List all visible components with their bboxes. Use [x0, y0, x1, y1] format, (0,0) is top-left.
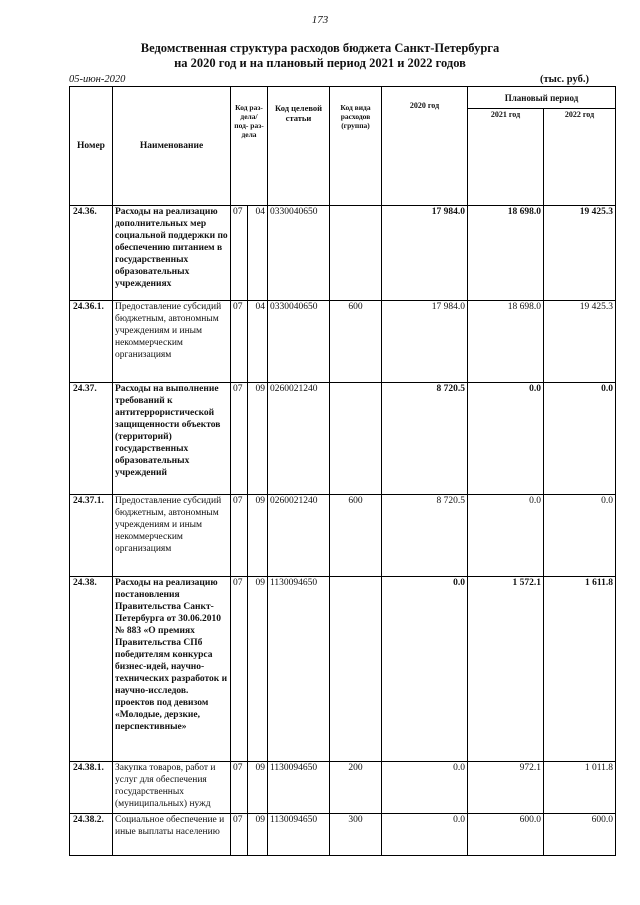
- table-row: [70, 206, 616, 301]
- row-name: Расходы на реализацию дополнительных мер социальной поддержки по обеспечению питанием в государственных образовательных учреждениях: [113, 206, 231, 301]
- row-number: 24.37.1.: [70, 495, 113, 577]
- row-target-code: 1130094650: [268, 577, 330, 762]
- header-2022: 2022 год: [544, 109, 616, 206]
- row-kind-code: [330, 206, 382, 301]
- row-amount-2020: 8 720.5: [382, 383, 468, 495]
- row-number: 24.38.2.: [70, 814, 113, 856]
- row-number: 24.36.: [70, 206, 113, 301]
- row-amount-2022: 19 425.3: [544, 206, 616, 301]
- table-row: [70, 383, 616, 495]
- row-amount-2020: 17 984.0: [382, 206, 468, 301]
- row-amount-2021: 18 698.0: [468, 301, 544, 383]
- header-target-code: Код целевой статьи: [268, 87, 330, 206]
- row-amount-2021: 18 698.0: [468, 206, 544, 301]
- header-number: Номер: [70, 87, 113, 206]
- row-amount-2021: 972.1: [468, 762, 544, 814]
- row-section: 07: [231, 495, 248, 577]
- row-subsection: 09: [248, 814, 268, 856]
- row-target-code: 0330040650: [268, 301, 330, 383]
- row-number: 24.38.1.: [70, 762, 113, 814]
- row-kind-code: 300: [330, 814, 382, 856]
- row-subsection: 09: [248, 495, 268, 577]
- row-name: Расходы на выполнение требований к антитеррористической защищенности объектов (территорий) государственных образовательных учреждений: [113, 383, 231, 495]
- row-amount-2021: 1 572.1: [468, 577, 544, 762]
- title-line-1: Ведомственная структура расходов бюджета Санкт-Петербурга: [140, 41, 500, 55]
- document-title: [0, 41, 640, 71]
- row-amount-2022: 0.0: [544, 495, 616, 577]
- row-subsection: 09: [248, 577, 268, 762]
- row-amount-2020: 0.0: [382, 814, 468, 856]
- budget-table: [69, 86, 616, 856]
- row-target-code: 1130094650: [268, 814, 330, 856]
- row-kind-code: [330, 577, 382, 762]
- table-row: [70, 577, 616, 762]
- header-section-code: Код раз- дела/ под- раз- дела: [231, 87, 268, 206]
- header-plan-period: Плановый период: [468, 87, 616, 109]
- page-number: 173: [311, 14, 329, 26]
- row-section: 07: [231, 577, 248, 762]
- title-line-2: на 2020 год и на плановый период 2021 и 2022 годов: [174, 56, 466, 70]
- table-row: [70, 762, 616, 814]
- row-amount-2020: 0.0: [382, 762, 468, 814]
- row-name: Предоставление субсидий бюджетным, автономным учреждениям и иным некоммерческим организациям: [113, 301, 231, 383]
- row-section: 07: [231, 301, 248, 383]
- row-target-code: 0260021240: [268, 495, 330, 577]
- table-row: [70, 814, 616, 856]
- row-subsection: 04: [248, 301, 268, 383]
- row-target-code: 0260021240: [268, 383, 330, 495]
- row-target-code: 1130094650: [268, 762, 330, 814]
- table-row: [70, 495, 616, 577]
- header-name: Наименование: [113, 87, 231, 206]
- header-2020: 2020 год: [382, 87, 468, 206]
- row-amount-2021: 0.0: [468, 383, 544, 495]
- row-name: Закупка товаров, работ и услуг для обеспечения государственных (муниципальных) нужд: [113, 762, 231, 814]
- header-2021: 2021 год: [468, 109, 544, 206]
- row-amount-2022: 600.0: [544, 814, 616, 856]
- row-name: Социальное обеспечение и иные выплаты населению: [113, 814, 231, 856]
- row-section: 07: [231, 814, 248, 856]
- row-section: 07: [231, 383, 248, 495]
- row-amount-2022: 1 611.8: [544, 577, 616, 762]
- row-amount-2020: 0.0: [382, 577, 468, 762]
- document-date: 05-июн-2020: [69, 74, 126, 85]
- row-kind-code: 600: [330, 495, 382, 577]
- row-subsection: 09: [248, 383, 268, 495]
- row-target-code: 0330040650: [268, 206, 330, 301]
- row-subsection: 04: [248, 206, 268, 301]
- row-number: 24.38.: [70, 577, 113, 762]
- row-subsection: 09: [248, 762, 268, 814]
- row-number: 24.36.1.: [70, 301, 113, 383]
- row-amount-2021: 0.0: [468, 495, 544, 577]
- row-amount-2020: 8 720.5: [382, 495, 468, 577]
- row-name: Расходы на реализацию постановления Правительства Санкт-Петербурга от 30.06.2010 № 883 «О премиях Правительства СПб победителям конкурса бизнес-идей, научно-технических разработок и научно-исследов. проектов под девизом «Молодые, дерзкие, перспективные»: [113, 577, 231, 762]
- row-amount-2022: 19 425.3: [544, 301, 616, 383]
- row-kind-code: 200: [330, 762, 382, 814]
- row-kind-code: 600: [330, 301, 382, 383]
- row-kind-code: [330, 383, 382, 495]
- row-amount-2021: 600.0: [468, 814, 544, 856]
- units-label: (тыс. руб.): [540, 74, 589, 85]
- table-row: [70, 301, 616, 383]
- row-amount-2020: 17 984.0: [382, 301, 468, 383]
- row-name: Предоставление субсидий бюджетным, автономным учреждениям и иным некоммерческим организациям: [113, 495, 231, 577]
- row-section: 07: [231, 206, 248, 301]
- row-amount-2022: 0.0: [544, 383, 616, 495]
- row-amount-2022: 1 011.8: [544, 762, 616, 814]
- header-kind-code: Код вида расходов (группа): [330, 87, 382, 206]
- row-number: 24.37.: [70, 383, 113, 495]
- row-section: 07: [231, 762, 248, 814]
